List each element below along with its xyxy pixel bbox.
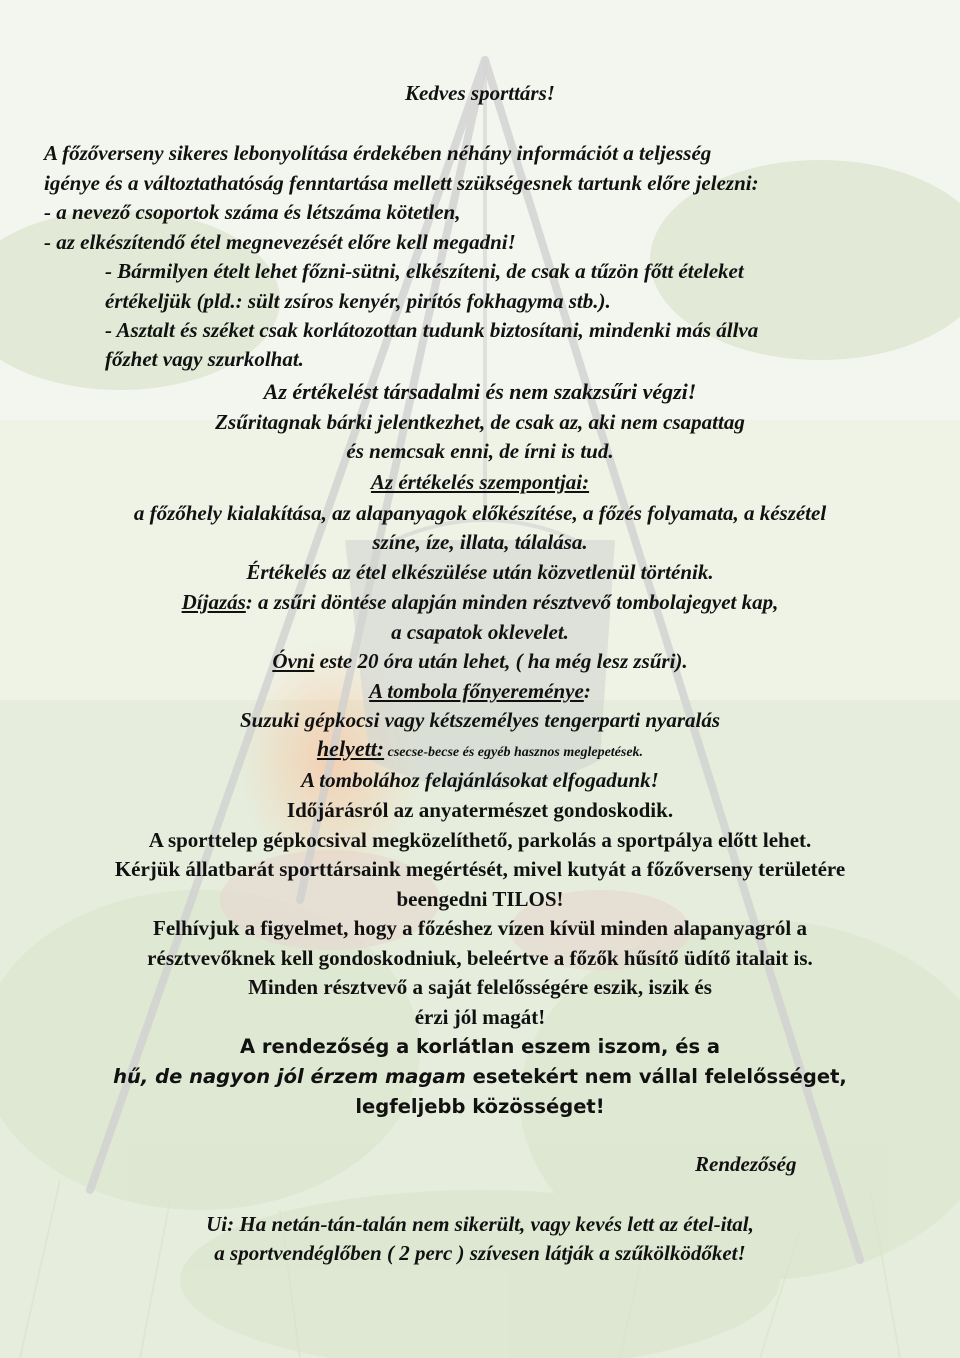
dogs-note-line-1: Kérjük állatbarát sporttársaink megértését, mivel kutyát a főzőverseny területére <box>114 857 846 881</box>
raffle-main-prize: Suzuki gépkocsi vagy kétszemélyes tengerparti nyaralás <box>239 708 721 732</box>
protest-text: este 20 óra után lehet, ( ha még lesz zsűri). <box>314 649 688 673</box>
intro-line-1: A főzőverseny sikeres lebonyolítása érdekében néhány információt a teljesség <box>44 141 712 165</box>
liability-line-2 <box>0 1064 960 1090</box>
prize-text: : a zsűri döntése alapján minden résztvevő tombolajegyet kap, <box>245 590 779 614</box>
jury-line-1: Az értékelést társadalmi és nem szakzsűri végzi! <box>263 379 697 404</box>
jury-line-2: Zsűritagnak bárki jelentkezhet, de csak az, aki nem csapattag <box>215 410 745 434</box>
ingredients-note-line-2: résztvevőknek kell gondoskodniuk, beleértve a főzők hűsítő üdítő italait is. <box>147 946 813 970</box>
dogs-note-line-2: beengedni TILOS! <box>396 887 564 911</box>
signature: Rendezőség <box>695 1152 797 1176</box>
prize-line-2: a csapatok oklevelet. <box>391 620 569 644</box>
ps-line-2: a sportvendéglőben ( 2 perc ) szívesen látják a szűkölködőket! <box>214 1241 746 1265</box>
liability-line-3: legfeljebb közösséget! <box>355 1095 605 1118</box>
criteria-line-3: Értékelés az étel elkészülése után közvetlenül történik. <box>246 560 714 584</box>
liability-quote: hű, de nagyon jól érzem magam <box>113 1065 466 1088</box>
bullet-dish-name: - az elkészítendő étel megnevezését előre kell megadni! <box>44 230 516 254</box>
parking-note: A sporttelep gépkocsival megközelíthető, parkolás a sportpálya előtt lehet. <box>148 828 812 852</box>
criteria-heading: Az értékelés szempontjai: <box>370 470 590 494</box>
prize-line-1 <box>0 589 960 615</box>
raffle-offers: A tombolához felajánlásokat elfogadunk! <box>301 768 659 792</box>
prize-label: Díjazás <box>181 590 246 614</box>
criteria-line-2: színe, íze, illata, tálalása. <box>372 530 588 554</box>
raffle-instead-label: helyett: <box>316 736 385 761</box>
weather-note: Időjárásról az anyatermészet gondoskodik. <box>286 798 674 822</box>
responsibility-line-1: Minden résztvevő a saját felelősségére eszik, iszik és <box>248 975 712 999</box>
raffle-heading-colon: : <box>583 679 591 703</box>
criteria-line-1: a főzőhely kialakítása, az alapanyagok előkészítése, a főzés folyamata, a készétel <box>133 501 827 525</box>
protest-label: Óvni <box>272 649 315 673</box>
bullet-any-dish-line-1: - Bármilyen ételt lehet főzni-sütni, elkészíteni, de csak a tűzön főtt ételeket <box>105 259 744 283</box>
raffle-instead-line <box>0 736 960 766</box>
liability-rest: esetekért nem vállal felelősséget, <box>465 1065 847 1088</box>
ingredients-note-line-1: Felhívjuk a figyelmet, hogy a főzéshez vízen kívül minden alapanyagról a <box>153 916 807 940</box>
ps-line-1: Ui: Ha netán-tán-talán nem sikerült, vagy kevés lett az étel-ital, <box>206 1212 754 1236</box>
liability-line-1: A rendezőség a korlátlan eszem iszom, és a <box>239 1035 721 1058</box>
protest-line <box>0 648 960 674</box>
greeting: Kedves sporttárs! <box>405 81 555 105</box>
intro-line-2: igénye és a változtathatóság fenntartása mellett szükségesnek tartunk előre jelezni: <box>44 171 759 195</box>
responsibility-line-2: érzi jól magát! <box>414 1005 546 1029</box>
raffle-heading: A tombola főnyereménye <box>369 679 584 703</box>
jury-line-3: és nemcsak enni, de írni is tud. <box>346 439 614 463</box>
raffle-heading-line <box>0 678 960 704</box>
bullet-any-dish-line-2: értékeljük (pld.: sült zsíros kenyér, pirítós fokhagyma stb.). <box>105 289 611 313</box>
bullet-tables-line-1: - Asztalt és széket csak korlátozottan tudunk biztosítani, mindenki más állva <box>105 318 759 342</box>
raffle-instead-text: csecse-becse és egyéb hasznos meglepetések. <box>384 745 644 760</box>
bullet-tables-line-2: főzhet vagy szurkolhat. <box>105 347 304 371</box>
bullet-participants: - a nevező csoportok száma és létszáma kötetlen, <box>44 200 461 224</box>
